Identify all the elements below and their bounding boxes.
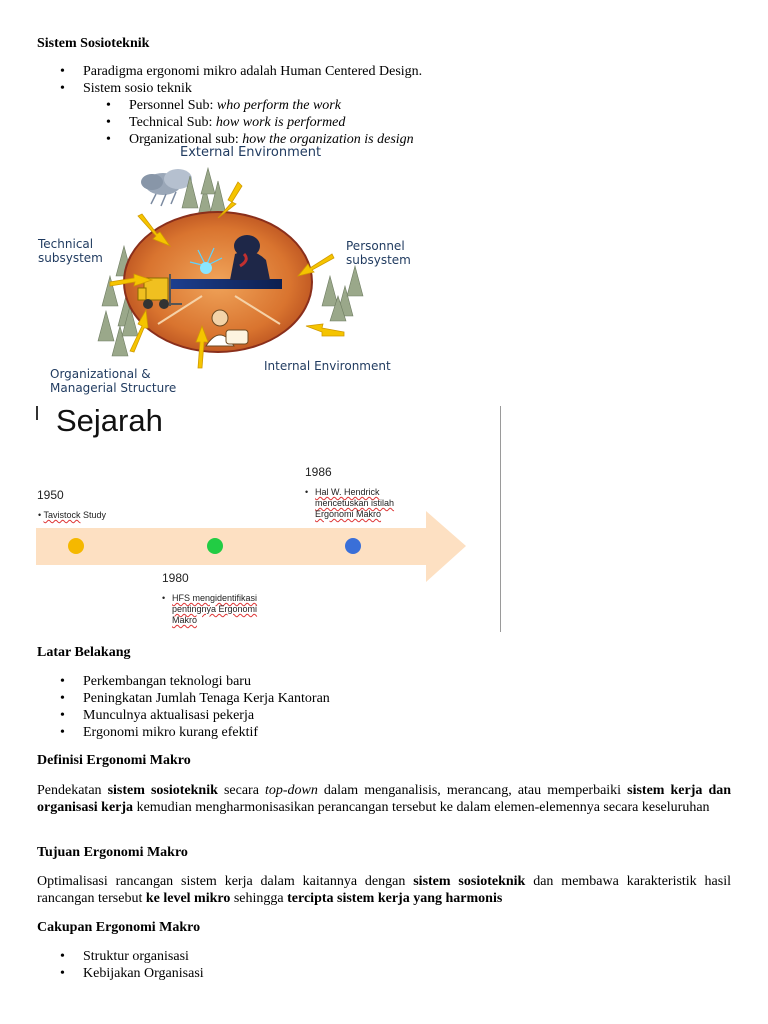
bullet-icon: • <box>60 81 65 96</box>
bullet-icon: • <box>60 64 65 79</box>
bullet-icon: • <box>60 691 65 706</box>
label-technical-subsystem <box>38 237 103 265</box>
bullet-icon: • <box>106 115 111 130</box>
list-item-text: Sistem sosio teknik <box>83 81 192 96</box>
list-item-text: Ergonomi mikro kurang efektif <box>83 725 259 740</box>
list-item-text: Paradigma ergonomi mikro adalah Human Centered Design. <box>83 64 423 79</box>
list-item-text: Struktur organisasi <box>83 949 189 964</box>
event-year-1950: 1950 <box>37 488 64 502</box>
workbench <box>170 279 282 289</box>
list-item <box>60 690 660 707</box>
bullet-icon: • <box>60 725 65 740</box>
event-note-1986 <box>305 487 394 520</box>
label-line: Technical <box>38 237 94 251</box>
slide-edge-divider <box>500 406 501 632</box>
list-item-text: Kebijakan Organisasi <box>83 966 204 981</box>
timeline-dot-1950 <box>68 538 84 554</box>
sub-item-label: Technical Sub: <box>129 115 213 130</box>
label-internal-environment: Internal Environment <box>264 359 391 373</box>
event-note-text: pentingnya Ergonomi <box>172 604 258 614</box>
label-line: Managerial Structure <box>50 381 177 395</box>
bullet-icon: • <box>305 487 309 497</box>
label-personnel-subsystem <box>346 239 411 267</box>
text-run-bold: sistem sosioteknik <box>413 874 526 889</box>
sociotechnical-diagram <box>30 146 450 396</box>
list-item <box>60 673 660 690</box>
section-heading-cakupan: Cakupan Ergonomi Makro <box>37 920 201 935</box>
text-run: sehingga <box>230 891 288 906</box>
list-item-text: Peningkatan Jumlah Tenaga Kerja Kantoran <box>83 691 330 706</box>
bullet-icon: • <box>106 98 111 113</box>
text-run: Pendekatan <box>37 783 108 798</box>
sub-list-item <box>106 114 666 131</box>
text-run: dan membawa karakteristik hasil rancangan tersebut <box>37 874 731 906</box>
label-line: subsystem <box>346 253 411 267</box>
timeline-dot-1986 <box>345 538 361 554</box>
bullet-icon: • <box>162 593 166 603</box>
event-note-1980 <box>162 593 257 626</box>
list-item <box>60 80 660 97</box>
event-note-text: Makro <box>172 615 198 625</box>
text-run: secara <box>217 783 265 798</box>
list-item <box>60 707 660 724</box>
definisi-paragraph <box>37 782 731 816</box>
label-line: Organizational & <box>50 367 151 381</box>
bullet-icon: • <box>60 674 65 689</box>
section-heading-latar-belakang: Latar Belakang <box>37 645 131 660</box>
sub-item-desc: how work is performed <box>215 115 346 130</box>
label-line: Personnel <box>346 239 405 253</box>
section-heading-tujuan: Tujuan Ergonomi Makro <box>37 845 188 860</box>
bullet-icon: • <box>60 708 65 723</box>
sub-item-label: Personnel Sub: <box>129 98 214 113</box>
text-run: dalam menganalisis, merancang, atau memperbaiki <box>317 783 628 798</box>
event-note-text: mencetuskan istilah <box>315 498 395 508</box>
event-note-text: Tavistock <box>43 510 81 520</box>
text-run: Optimalisasi rancangan sistem kerja dalam kaitannya dengan <box>37 874 414 889</box>
section-heading-sosioteknik: Sistem Sosioteknik <box>37 36 150 51</box>
bullet-icon: • <box>106 132 111 147</box>
list-item <box>60 63 660 80</box>
timeline-dot-1980 <box>207 538 223 554</box>
label-line: subsystem <box>38 251 103 265</box>
event-note-text: Ergonomi Makro <box>315 509 382 519</box>
text-run-bold: sistem sosioteknik <box>107 783 218 798</box>
list-item <box>60 965 660 982</box>
bullet-icon: • <box>60 966 65 981</box>
event-year-1980: 1980 <box>162 571 189 585</box>
label-organizational-structure <box>50 367 176 395</box>
event-note-text: Hal W. Hendrick <box>315 487 380 497</box>
text-run: kemudian mengharmonisasikan perancangan tersebut ke dalam elemen-elemennya secara keseluruhan <box>133 800 710 815</box>
list-item-text: Perkembangan teknologi baru <box>83 674 251 689</box>
section-heading-definisi: Definisi Ergonomi Makro <box>37 753 191 768</box>
text-cursor <box>36 406 38 420</box>
sub-item-label: Organizational sub: <box>129 132 239 147</box>
list-item <box>60 948 660 965</box>
text-run-italic: top-down <box>264 783 318 798</box>
event-year-1986: 1986 <box>305 465 332 479</box>
list-item-text: Munculnya aktualisasi pekerja <box>83 708 255 723</box>
text-run-bold: sistem kerja dan organisasi kerja <box>37 783 732 815</box>
bullet-icon: • <box>60 949 65 964</box>
sub-item-desc: how the organization is design <box>242 132 414 147</box>
sub-list-item <box>106 97 666 114</box>
list-item <box>60 724 660 741</box>
event-note-text: HFS mengidentifikasi <box>172 593 258 603</box>
timeline-title: Sejarah <box>56 403 163 438</box>
text-run-bold: ke level mikro <box>145 891 231 906</box>
event-note-text: Study <box>80 510 107 520</box>
label-external-environment: External Environment <box>180 145 322 160</box>
text-run-bold: tercipta sistem kerja yang harmonis <box>287 891 503 906</box>
tujuan-paragraph <box>37 873 731 907</box>
bullet-icon: • <box>38 510 42 520</box>
sub-item-desc: who perform the work <box>216 98 341 113</box>
event-note-1950 <box>38 510 106 521</box>
